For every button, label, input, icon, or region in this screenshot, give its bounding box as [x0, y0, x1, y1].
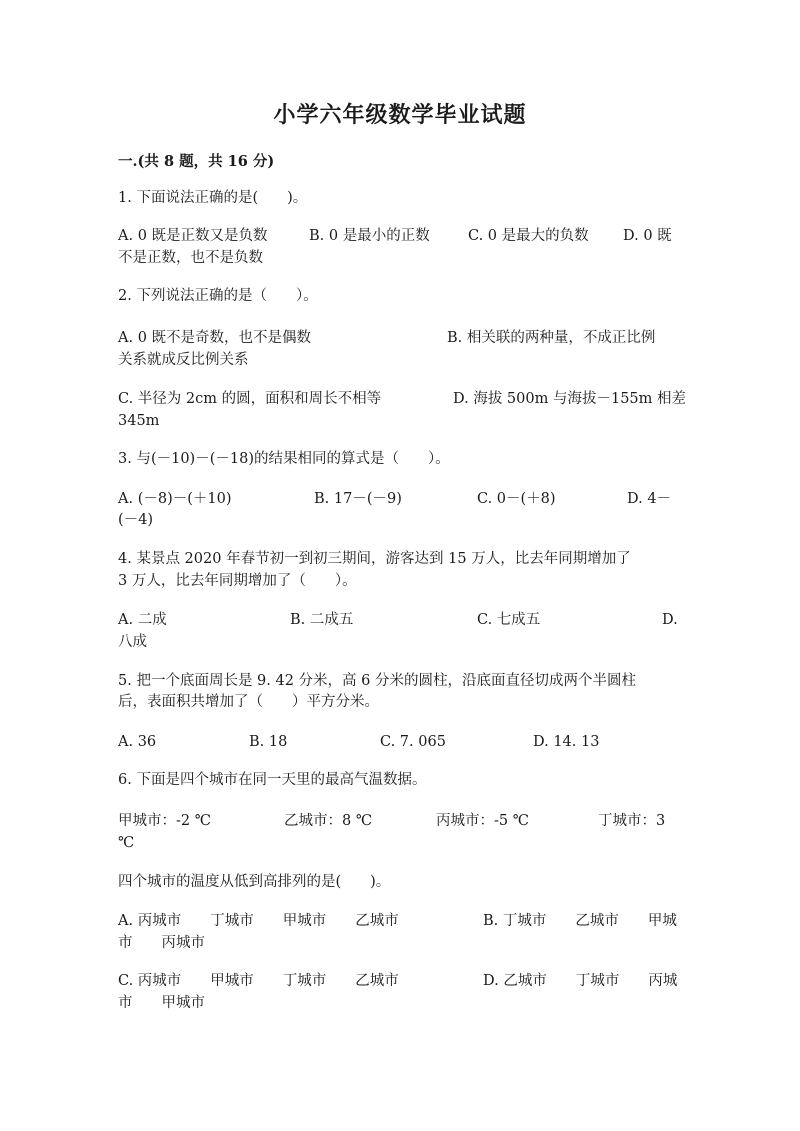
q5-option-a: A. 36: [118, 734, 157, 750]
q3-option-d: D. 4－: [627, 491, 672, 507]
q3-option-b: B. 17－(－9): [314, 491, 402, 507]
question-6-prompt: 四个城市的温度从低到高排列的是( )。: [118, 874, 391, 890]
q1-option-d: D. 0 既: [623, 228, 672, 244]
q6-option-a: A. 丙城市 丁城市 甲城市 乙城市: [118, 913, 399, 929]
q6-option-d: D. 乙城市 丁城市 丙城: [483, 973, 678, 989]
q4-option-d: D.: [662, 612, 678, 628]
q2-option-c: C. 半径为 2cm 的圆，面积和周长不相等: [118, 391, 382, 407]
q4-option-d-continued: 八成: [118, 634, 147, 650]
q4-option-c: C. 七成五: [477, 612, 541, 628]
q1-option-a: A. 0 既是正数又是负数: [118, 228, 268, 244]
q1-option-d-continued: 不是正数，也不是负数: [118, 250, 263, 266]
question-5-stem-line-1: 5. 把一个底面周长是 9. 42 分米，高 6 分米的圆柱，沿底面直径切成两个半圆柱: [118, 673, 636, 689]
question-3-stem: 3. 与(－10)－(－18)的结果相同的算式是（ ）。: [118, 451, 450, 467]
q6-city-ding: 丁城市：3: [598, 813, 666, 829]
q4-option-b: B. 二成五: [290, 612, 354, 628]
q6-city-bing: 丙城市：-5 ℃: [436, 813, 529, 829]
q3-option-a: A. (－8)－(＋10): [118, 491, 232, 507]
q5-option-c: C. 7. 065: [380, 734, 446, 750]
q1-option-b: B. 0 是最小的正数: [309, 228, 430, 244]
q3-option-c: C. 0－(＋8): [477, 491, 556, 507]
question-5-stem-line-2: 后，表面积共增加了（ ）平方分米。: [118, 694, 379, 710]
question-2-stem: 2. 下列说法正确的是（ ）。: [118, 288, 318, 304]
q5-option-b: B. 18: [249, 734, 288, 750]
q6-option-b-continued: 市 丙城市: [118, 935, 205, 951]
q2-option-d-continued: 345m: [118, 413, 160, 429]
question-1-stem: 1. 下面说法正确的是( )。: [118, 190, 308, 206]
q2-option-b-continued: 关系就成反比例关系: [118, 352, 249, 368]
q4-option-a: A. 二成: [118, 612, 167, 628]
question-6-stem: 6. 下面是四个城市在同一天里的最高气温数据。: [118, 772, 427, 788]
q6-option-b: B. 丁城市 乙城市 甲城: [483, 913, 677, 929]
question-4-stem-line-2: 3 万人，比去年同期增加了（ ）。: [118, 573, 357, 589]
q6-city-jia: 甲城市：-2 ℃: [118, 813, 211, 829]
q1-option-c: C. 0 是最大的负数: [468, 228, 589, 244]
q3-option-d-continued: (－4): [118, 512, 154, 528]
question-4-stem-line-1: 4. 某景点 2020 年春节初一到初三期间，游客达到 15 万人，比去年同期增加了: [118, 551, 631, 567]
q2-option-b: B. 相关联的两种量，不成正比例: [447, 330, 656, 346]
q2-option-d: D. 海拔 500m 与海拔－155m 相差: [453, 391, 687, 407]
q6-city-ding-continued: ℃: [118, 835, 135, 851]
section-heading: 一.(共 8 题，共 16 分): [118, 153, 275, 170]
q6-option-d-continued: 市 甲城市: [118, 995, 205, 1011]
q2-option-a: A. 0 既不是奇数，也不是偶数: [118, 330, 312, 346]
q6-city-yi: 乙城市：8 ℃: [284, 813, 373, 829]
q5-option-d: D. 14. 13: [533, 734, 600, 750]
page-title: 小学六年级数学毕业试题: [273, 102, 527, 128]
q6-option-c: C. 丙城市 甲城市 丁城市 乙城市: [118, 973, 399, 989]
